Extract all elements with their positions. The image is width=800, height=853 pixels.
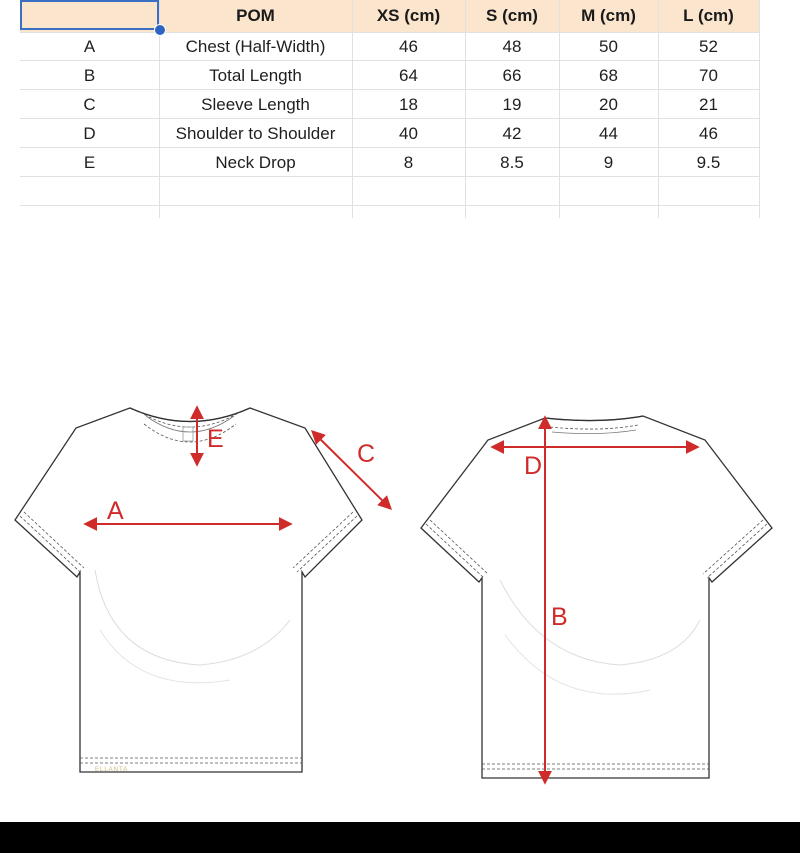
l-cell[interactable]: 46 — [699, 123, 718, 143]
bottom-black-bar — [0, 822, 800, 853]
brand-mark: ELLANTA — [95, 767, 129, 773]
row-code-cell[interactable]: D — [83, 123, 96, 143]
l-cell[interactable]: 52 — [699, 36, 718, 56]
label-b: B — [551, 603, 568, 631]
s-cell[interactable]: 19 — [502, 94, 522, 114]
size-chart-table — [20, 0, 760, 218]
header-cell-xs[interactable]: XS (cm) — [376, 6, 441, 25]
xs-cell[interactable]: 18 — [399, 94, 418, 114]
header-cell-s[interactable]: S (cm) — [486, 6, 538, 25]
m-cell[interactable]: 20 — [599, 94, 618, 114]
label-a: A — [107, 497, 124, 525]
row-code-cell[interactable]: A — [83, 36, 96, 56]
s-cell[interactable]: 48 — [502, 36, 522, 56]
pom-cell[interactable]: Total Length — [209, 65, 302, 85]
m-cell[interactable]: 44 — [599, 123, 618, 143]
label-c: C — [357, 440, 376, 468]
table-row — [20, 148, 760, 177]
label-e: E — [207, 425, 224, 453]
m-cell[interactable]: 68 — [599, 65, 618, 85]
xs-cell[interactable]: 8 — [403, 152, 414, 172]
row-code-cell[interactable]: B — [83, 65, 96, 85]
label-d: D — [524, 452, 543, 480]
front-tshirt — [15, 408, 362, 773]
table-header-row — [20, 0, 760, 32]
xs-cell[interactable]: 40 — [399, 123, 418, 143]
row-code-cell[interactable]: E — [83, 152, 96, 172]
header-cell-pom[interactable]: POM — [236, 6, 275, 25]
row-code-cell[interactable]: C — [83, 94, 96, 114]
s-cell[interactable]: 66 — [502, 65, 522, 85]
header-cell-l[interactable]: L (cm) — [683, 6, 734, 25]
pom-cell[interactable]: Shoulder to Shoulder — [175, 123, 336, 143]
header-cell-m[interactable]: M (cm) — [581, 6, 636, 25]
l-cell[interactable]: 70 — [699, 65, 718, 85]
measurement-diagram — [0, 380, 800, 800]
pom-cell[interactable]: Neck Drop — [215, 152, 296, 172]
s-cell[interactable]: 8.5 — [500, 152, 524, 172]
l-cell[interactable]: 9.5 — [696, 152, 721, 172]
table-row — [20, 90, 760, 119]
m-cell[interactable]: 50 — [599, 36, 618, 56]
xs-cell[interactable]: 64 — [399, 65, 418, 85]
back-tshirt — [421, 416, 772, 778]
grid-line — [20, 205, 760, 206]
table-row — [20, 61, 760, 90]
table-row — [20, 119, 760, 148]
s-cell[interactable]: 42 — [502, 123, 522, 143]
m-cell[interactable]: 9 — [603, 152, 614, 172]
l-cell[interactable]: 21 — [699, 94, 718, 114]
table-row — [20, 32, 760, 61]
pom-cell[interactable]: Chest (Half-Width) — [185, 36, 326, 56]
tshirt-diagrams-svg — [0, 380, 800, 800]
xs-cell[interactable]: 46 — [399, 36, 418, 56]
pom-cell[interactable]: Sleeve Length — [201, 94, 310, 114]
